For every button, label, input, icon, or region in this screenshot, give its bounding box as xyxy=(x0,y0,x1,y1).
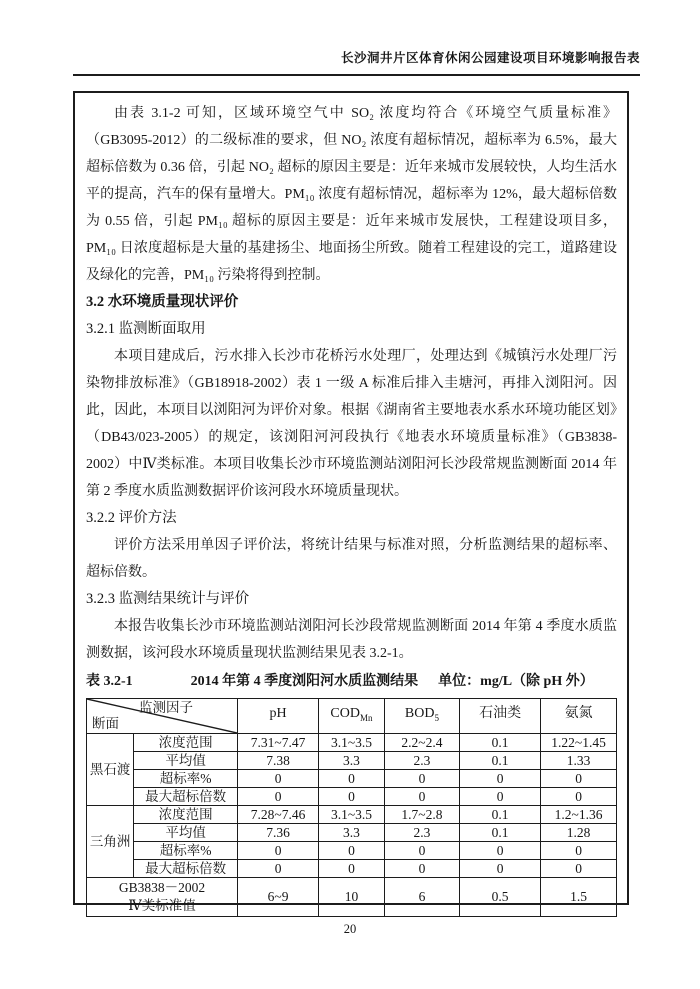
table-row xyxy=(87,860,617,878)
table-row xyxy=(87,806,617,824)
cell: 7.28~7.46 xyxy=(238,806,319,824)
table-header-row xyxy=(87,699,617,734)
cell: 7.38 xyxy=(238,752,319,770)
table-caption xyxy=(86,668,617,696)
row-label: 超标率% xyxy=(134,770,238,788)
column-header-bod: $BOD_5$ xyxy=(384,699,459,734)
cell: 3.3 xyxy=(319,752,385,770)
row-label: 浓度范围 xyxy=(134,734,238,752)
cell: 6 xyxy=(384,878,459,917)
column-header-ammonia: 氨氮 xyxy=(541,699,617,734)
row-label: 平均值 xyxy=(134,752,238,770)
cell: 7.31~7.47 xyxy=(238,734,319,752)
corner-label-factor: 监测因子 xyxy=(139,700,193,715)
cell: 7.36 xyxy=(238,824,319,842)
cell: 1.33 xyxy=(541,752,617,770)
cell: 2.3 xyxy=(384,824,459,842)
column-header-cod: $COD_{Mn}$ xyxy=(319,699,385,734)
cell: 0 xyxy=(541,842,617,860)
cell: 0 xyxy=(460,842,541,860)
paragraph-evaluation-method: 评价方法采用单因子评价法，将统计结果与标准对照，分析监测结果的超标率、超标倍数。 xyxy=(86,538,617,580)
paragraph-monitoring-results: 本报告收集长沙市环境监测站浏阳河长沙段常规监测断面 2014 年第 4 季度水质监测数据，该河段水环境质量现状监测结果见表 3.2-1。 xyxy=(86,619,617,661)
cell: 1.22~1.45 xyxy=(541,734,617,752)
header-rule xyxy=(73,74,640,76)
corner-label-section: 断面 xyxy=(92,716,119,731)
heading-3-2-3: 3.2.3 监测结果统计与评价 xyxy=(86,591,250,607)
water-quality-table xyxy=(86,698,617,917)
column-header-ph: pH xyxy=(238,699,319,734)
cell: 0.1 xyxy=(460,806,541,824)
cell: 0 xyxy=(238,842,319,860)
cell: 0 xyxy=(384,842,459,860)
cell: 0 xyxy=(541,860,617,878)
section-name-sanjiaozhou: 三角洲 xyxy=(87,806,134,878)
table-row xyxy=(87,842,617,860)
cell: 0 xyxy=(238,770,319,788)
cell: 0 xyxy=(319,770,385,788)
cell: 0.1 xyxy=(460,824,541,842)
table-row xyxy=(87,824,617,842)
diagonal-corner-cell xyxy=(87,699,238,734)
table-row xyxy=(87,788,617,806)
cell: 2.3 xyxy=(384,752,459,770)
page-number: 20 xyxy=(343,922,357,936)
cell: 0 xyxy=(238,788,319,806)
cell: 0 xyxy=(460,788,541,806)
heading-3-2-2: 3.2.2 评价方法 xyxy=(86,510,177,526)
cell: 0.5 xyxy=(460,878,541,917)
cell: 0 xyxy=(460,770,541,788)
cell: 0 xyxy=(384,770,459,788)
table-row xyxy=(87,770,617,788)
cell: 3.1~3.5 xyxy=(319,734,385,752)
cell: 1.7~2.8 xyxy=(384,806,459,824)
table-caption-label: 表 3.2-1 xyxy=(86,674,133,689)
paragraph-monitoring-section: 本项目建成后，污水排入长沙市花桥污水处理厂，处理达到《城镇污水处理厂污染物排放标准》（GB18918-2002）表 1 一级 A 标准后排入圭塘河，再排入浏阳河。因此，因此，本项目以浏阳河为评价对象。根据《湖南省主要地表水系水环境功能区划》（DB43/023-2005）的规定，该浏阳河河段执行《地表水环境质量标准》（GB3838-2002）中Ⅳ类标准。本项目收集长沙市环境监测站浏阳河长沙段常规监测断面 2014 年第 2 季度水质监测数据评价该河段水环境质量现状。 xyxy=(86,349,617,499)
cell: 1.2~1.36 xyxy=(541,806,617,824)
cell: 0 xyxy=(319,860,385,878)
cell: 6~9 xyxy=(238,878,319,917)
cell: 3.1~3.5 xyxy=(319,806,385,824)
table-row xyxy=(87,734,617,752)
cell: 0 xyxy=(384,788,459,806)
paragraph-air-quality: 由表 3.1-2 可知，区域环境空气中 SO₂ 浓度均符合《环境空气质量标准》（GB3095-2012）的二级标准的要求，但 NO₂ 浓度有超标情况，超标率为 6.5%，最大超标倍数为 0.36 倍，引起 NO₂ 超标的原因主要是：近年来城市发展较快，人均生活水平的提高，汽车的保有量增大。PM₁₀ 浓度有超标情况，超标率为 12%，最大超标倍数为 0.55 倍，引起 PM₁₀ 超标的原因主要是：近年来城市发展快，工程建设项目多，PM₁₀ 日浓度超标是大量的基建扬尘、地面扬尘所致。随着工程建设的完工，道路建设及绿化的完善，PM₁₀ 污染将得到控制。 xyxy=(86,106,617,283)
header-title: 长沙洞井片区体育休闲公园建设项目环境影响报告表 xyxy=(340,51,640,65)
cell: 0 xyxy=(541,770,617,788)
standard-value-row xyxy=(87,878,617,917)
table-caption-unit: 单位：mg/L（除 pH 外） xyxy=(438,674,594,689)
cell: 0.1 xyxy=(460,734,541,752)
cell: 0 xyxy=(460,860,541,878)
row-label: 平均值 xyxy=(134,824,238,842)
cell: 0 xyxy=(319,842,385,860)
row-label: 超标率% xyxy=(134,842,238,860)
cell: 3.3 xyxy=(319,824,385,842)
cell: 10 xyxy=(319,878,385,917)
column-header-petroleum: 石油类 xyxy=(460,699,541,734)
cell: 0 xyxy=(319,788,385,806)
table-row xyxy=(87,752,617,770)
row-label: 浓度范围 xyxy=(134,806,238,824)
standard-label: GB3838－2002 Ⅳ类标准值 xyxy=(87,878,238,917)
row-label: 最大超标倍数 xyxy=(134,860,238,878)
cell: 2.2~2.4 xyxy=(384,734,459,752)
heading-3-2: 3.2 水环境质量现状评价 xyxy=(86,294,239,310)
cell: 0 xyxy=(541,788,617,806)
section-name-heishidu: 黑石渡 xyxy=(87,734,134,806)
cell: 1.28 xyxy=(541,824,617,842)
heading-3-2-1: 3.2.1 监测断面取用 xyxy=(86,321,206,337)
cell: 0 xyxy=(238,860,319,878)
cell: 0 xyxy=(384,860,459,878)
table-caption-title: 2014 年第 4 季度浏阳河水质监测结果 xyxy=(190,674,419,689)
cell: 0.1 xyxy=(460,752,541,770)
row-label: 最大超标倍数 xyxy=(134,788,238,806)
cell: 1.5 xyxy=(541,878,617,917)
content-box xyxy=(73,91,629,913)
